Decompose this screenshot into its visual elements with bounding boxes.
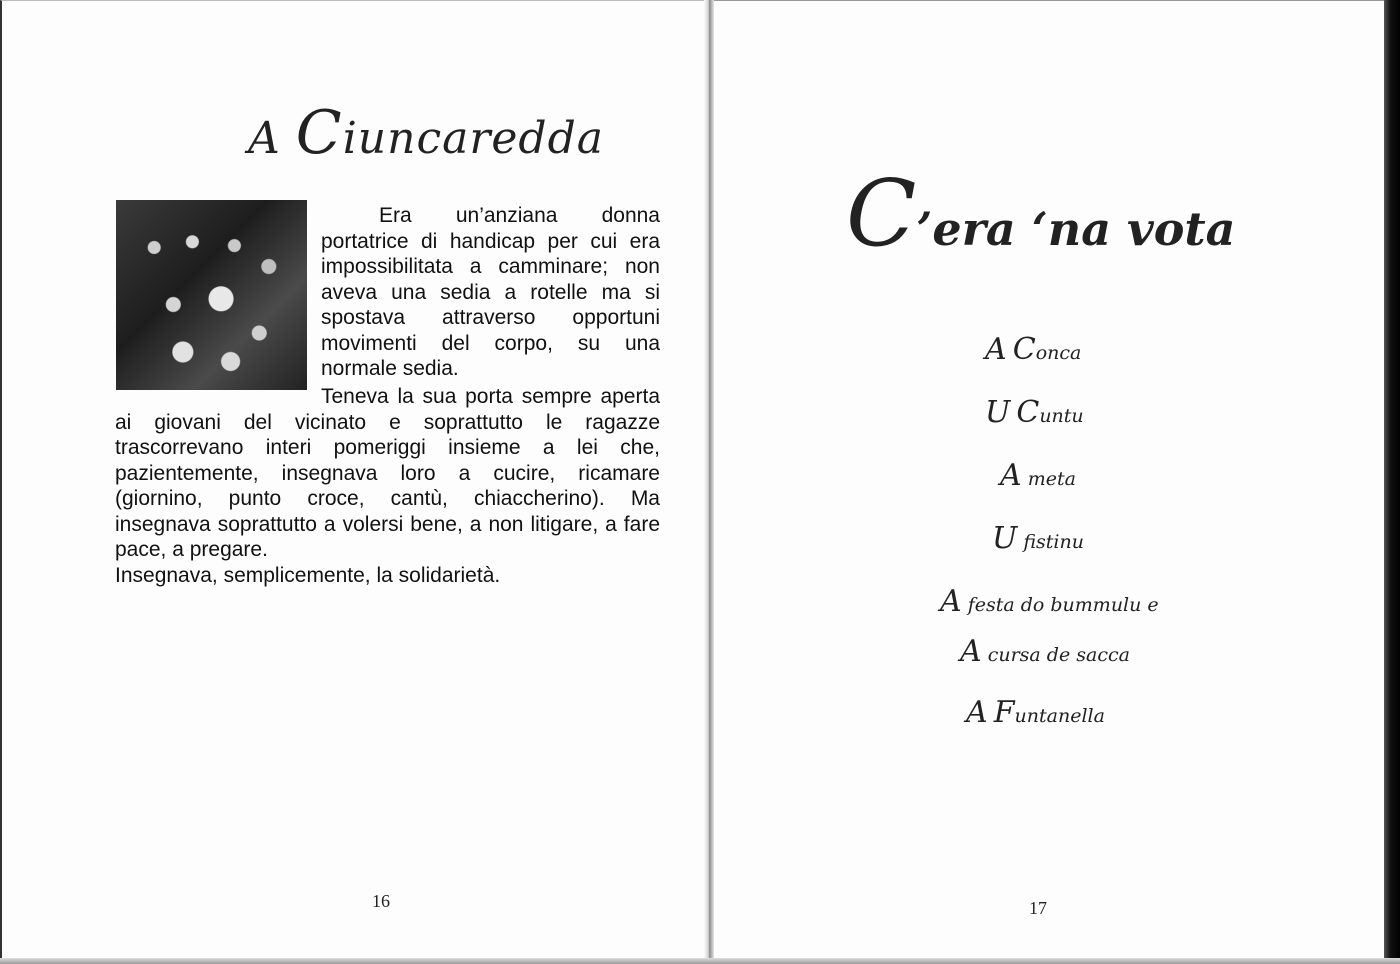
book-gutter <box>704 0 714 964</box>
title-initial: A <box>248 113 281 164</box>
title-rest: ’era ‘na vota <box>916 202 1236 256</box>
toc-text: fistinu <box>1023 531 1084 553</box>
page-number-right: 17 <box>1029 898 1047 918</box>
intro-paragraph <box>321 203 660 382</box>
toc-item <box>966 695 1105 730</box>
toc-initial: A <box>985 332 1007 367</box>
title-rest: iuncaredda <box>342 113 604 164</box>
toc-capital: F <box>993 695 1015 730</box>
toc-capital: C <box>1012 332 1036 367</box>
group-photo <box>116 200 307 390</box>
toc-item <box>985 395 1084 430</box>
book-bottom-edge <box>0 958 1400 964</box>
toc-initial: A <box>960 634 982 669</box>
book-edge <box>1384 0 1400 964</box>
toc-item <box>960 634 1130 669</box>
toc-initial: U <box>985 395 1011 430</box>
toc-text: untanella <box>1014 705 1105 727</box>
paragraph-3: Insegnava, semplicemente, la solidarietà. <box>115 563 501 587</box>
toc-item <box>992 521 1084 556</box>
toc-text: meta <box>1027 468 1076 490</box>
toc-initial: A <box>966 695 988 730</box>
title-capital: C <box>295 98 343 168</box>
toc-capital: C <box>1016 395 1040 430</box>
toc-initial: U <box>992 521 1018 556</box>
toc-text: cursa de sacca <box>987 644 1130 666</box>
toc-item <box>1000 458 1076 493</box>
page-number-left: 16 <box>372 891 390 911</box>
toc-initial: A <box>940 584 962 619</box>
toc-initial: A <box>1000 458 1022 493</box>
paragraph-1: Era un’anziana donna portatrice di handicap per cui era impossibilitata a camminare; non aveva una sedia a rotelle ma si spostava attraverso opportuni movimenti del corpo, su una normale sedia. <box>321 204 660 380</box>
main-paragraph <box>115 384 660 588</box>
toc-text: onca <box>1035 342 1082 364</box>
title-capital: C <box>846 160 917 267</box>
paragraph-2: Teneva la sua porta sempre aperta ai giovani del vicinato e soprattutto le ragazze trascorrevano interi pomeriggi insieme a lei che, pazientemente, insegnava loro a cucire, ricamare (giornino, punto croce, cantù, chiaccherino). Ma insegnava soprattutto a volersi bene, a non litigare, a fare pace, a pregare. <box>115 385 660 561</box>
toc-item <box>940 584 1159 619</box>
right-page-title <box>846 160 1236 267</box>
toc-text: untu <box>1039 405 1084 427</box>
toc-text: festa do bummulu e <box>967 594 1159 616</box>
toc-item <box>985 332 1081 367</box>
left-page-title <box>248 98 604 168</box>
